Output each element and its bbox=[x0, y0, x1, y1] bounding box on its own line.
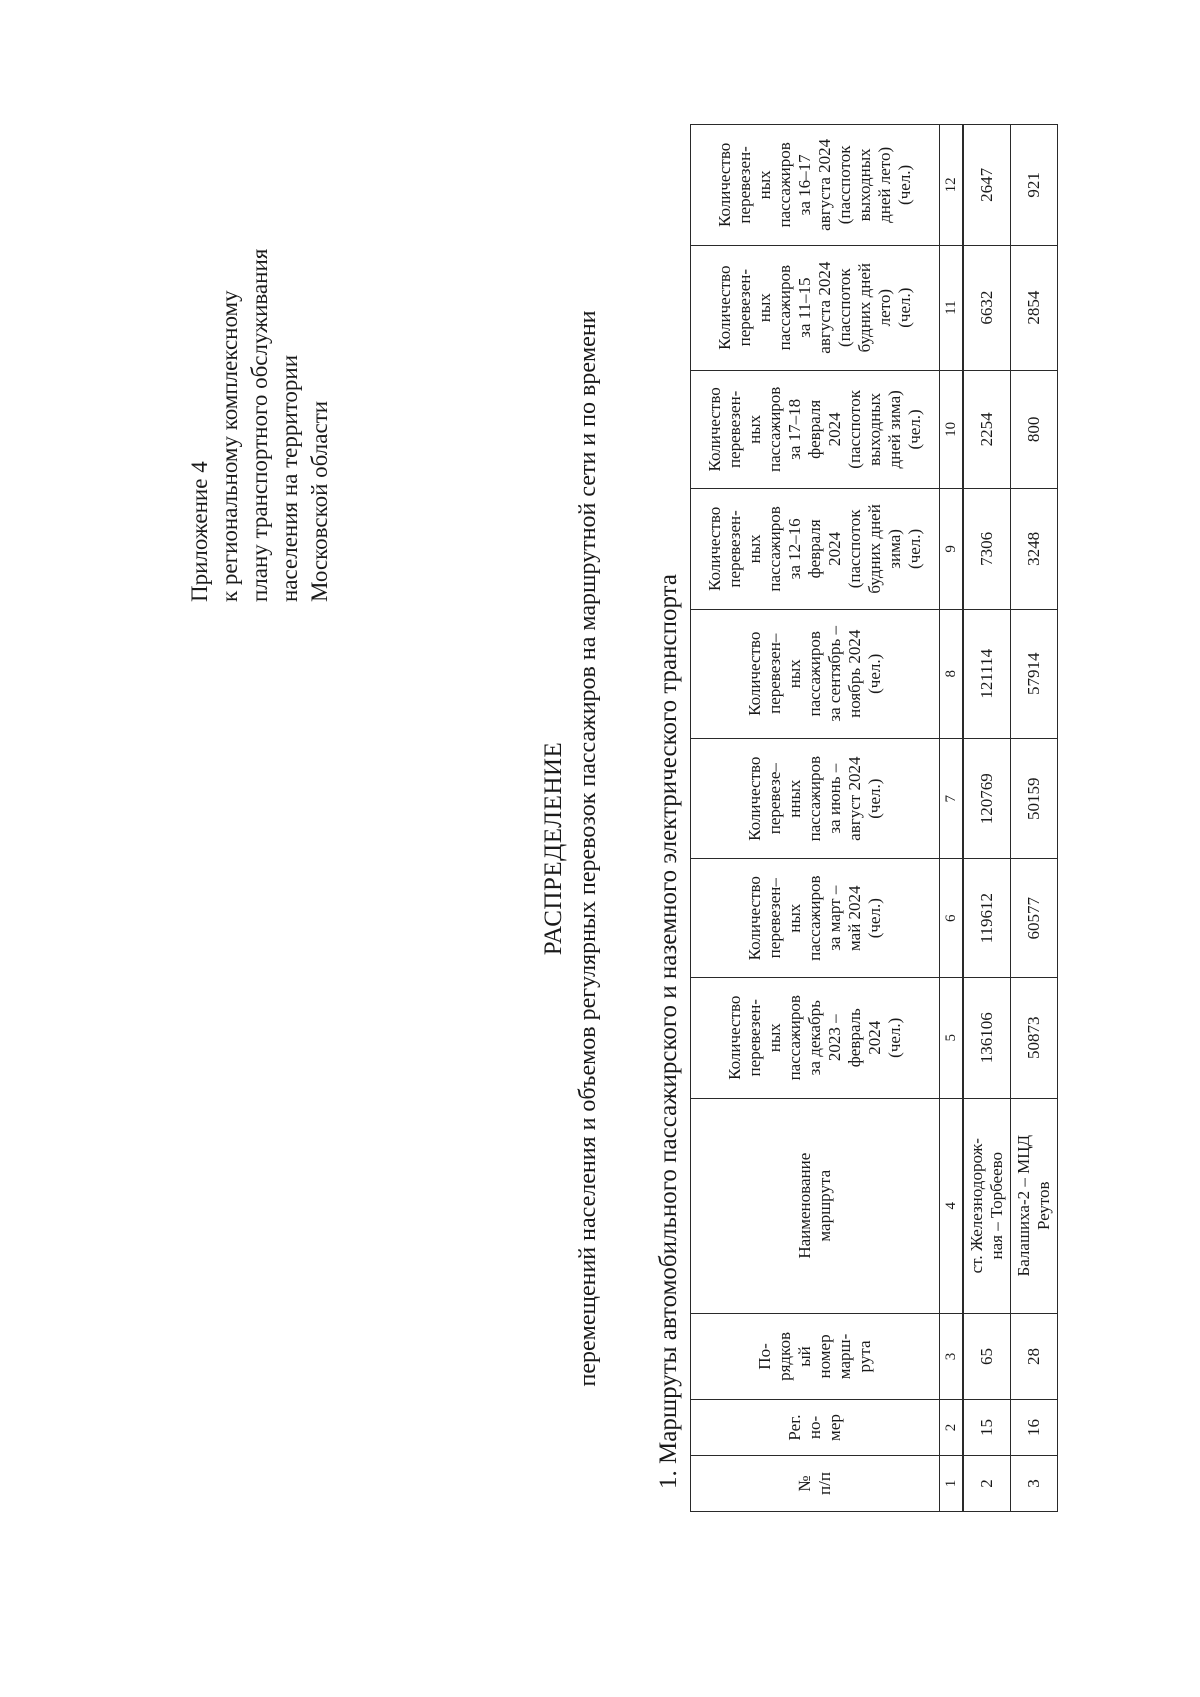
table-cell: 50159 bbox=[1011, 738, 1058, 859]
column-number: 5 bbox=[940, 977, 964, 1098]
table-cell: 136106 bbox=[963, 977, 1011, 1098]
column-number: 12 bbox=[940, 125, 964, 246]
table-cell: 7306 bbox=[963, 489, 1011, 610]
appendix-line: Приложение 4 bbox=[187, 461, 212, 602]
column-number: 11 bbox=[940, 245, 964, 370]
appendix-line: Московской области bbox=[307, 400, 332, 602]
table-cell: 57914 bbox=[1011, 609, 1058, 738]
table-cell: 921 bbox=[1011, 125, 1058, 246]
column-number: 1 bbox=[940, 1456, 964, 1512]
header-cell: Количество перевезен- ных пассажиров за декабрь 2023 – февраль 2024 (чел.) bbox=[691, 977, 940, 1098]
section-heading: 1. Маршруты автомобильного пассажирского и наземного электрического транспорта bbox=[655, 573, 682, 1489]
column-number: 6 bbox=[940, 859, 964, 977]
table-cell: 3 bbox=[1011, 1456, 1058, 1512]
column-number: 4 bbox=[940, 1098, 964, 1313]
table-row bbox=[963, 125, 1011, 1512]
header-cell: Количество перевезен– ных пассажиров за сентябрь – ноябрь 2024 (чел.) bbox=[691, 609, 940, 738]
table-cell: 50873 bbox=[1011, 977, 1058, 1098]
document-title: РАСПРЕДЕЛЕНИЕ bbox=[540, 741, 567, 956]
header-cell: Количество перевезен– ных пассажиров за март – май 2024 (чел.) bbox=[691, 859, 940, 977]
table-header-row bbox=[691, 125, 940, 1512]
table-cell: 2854 bbox=[1011, 245, 1058, 370]
table-cell: 16 bbox=[1011, 1400, 1058, 1456]
table-cell: 800 bbox=[1011, 370, 1058, 488]
routes-table bbox=[690, 124, 1058, 1512]
column-number: 8 bbox=[940, 609, 964, 738]
table-cell: 3248 bbox=[1011, 489, 1058, 610]
table-cell: 28 bbox=[1011, 1313, 1058, 1399]
route-name-cell: ст. Железнодорож- ная – Торбеево bbox=[963, 1098, 1011, 1313]
header-cell: Количество перевезен- ных пассажиров за 11–15 августа 2024 (пасспоток будних дней лето) (чел.) bbox=[691, 245, 940, 370]
header-cell: Рег. но- мер bbox=[691, 1400, 940, 1456]
table-cell: 2254 bbox=[963, 370, 1011, 488]
column-number: 7 bbox=[940, 738, 964, 859]
header-cell: Количество перевезен- ных пассажиров за 17–18 февраля 2024 (пасспоток выходных дней зима) (чел.) bbox=[691, 370, 940, 488]
document-subtitle: перемещений населения и объемов регулярных перевозок пассажиров на маршрутной сети и по времени bbox=[575, 310, 601, 1387]
header-cell: Наименование маршрута bbox=[691, 1098, 940, 1313]
column-number: 3 bbox=[940, 1313, 964, 1399]
header-cell: По- рядков ый номер марш- рута bbox=[691, 1313, 940, 1399]
header-cell: № п/п bbox=[691, 1456, 940, 1512]
table-cell: 6632 bbox=[963, 245, 1011, 370]
header-cell: Количество перевезе– нных пассажиров за июнь – август 2024 (чел.) bbox=[691, 738, 940, 859]
route-name-cell: Балашиха-2 – МЦД Реутов bbox=[1011, 1098, 1058, 1313]
appendix-line: населения на территории bbox=[277, 354, 302, 602]
table-cell: 120769 bbox=[963, 738, 1011, 859]
column-number: 10 bbox=[940, 370, 964, 488]
header-cell: Количество перевезен- ных пассажиров за 16–17 августа 2024 (пасспоток выходных дней лето) (чел.) bbox=[691, 125, 940, 246]
table-cell: 119612 bbox=[963, 859, 1011, 977]
table-row bbox=[1011, 125, 1058, 1512]
table-cell: 2 bbox=[963, 1456, 1011, 1512]
column-number: 2 bbox=[940, 1400, 964, 1456]
table-cell: 15 bbox=[963, 1400, 1011, 1456]
table-cell: 121114 bbox=[963, 609, 1011, 738]
header-cell: Количество перевезен- ных пассажиров за 12–16 февраля 2024 (пасспоток будних дней зима) (чел.) bbox=[691, 489, 940, 610]
table-cell: 60577 bbox=[1011, 859, 1058, 977]
appendix-note bbox=[185, 249, 335, 602]
table-cell: 2647 bbox=[963, 125, 1011, 246]
column-number: 9 bbox=[940, 489, 964, 610]
appendix-line: к региональному комплексному bbox=[217, 290, 242, 602]
column-number-row bbox=[940, 125, 964, 1512]
table-cell: 65 bbox=[963, 1313, 1011, 1399]
appendix-line: плану транспортного обслуживания bbox=[247, 248, 272, 602]
